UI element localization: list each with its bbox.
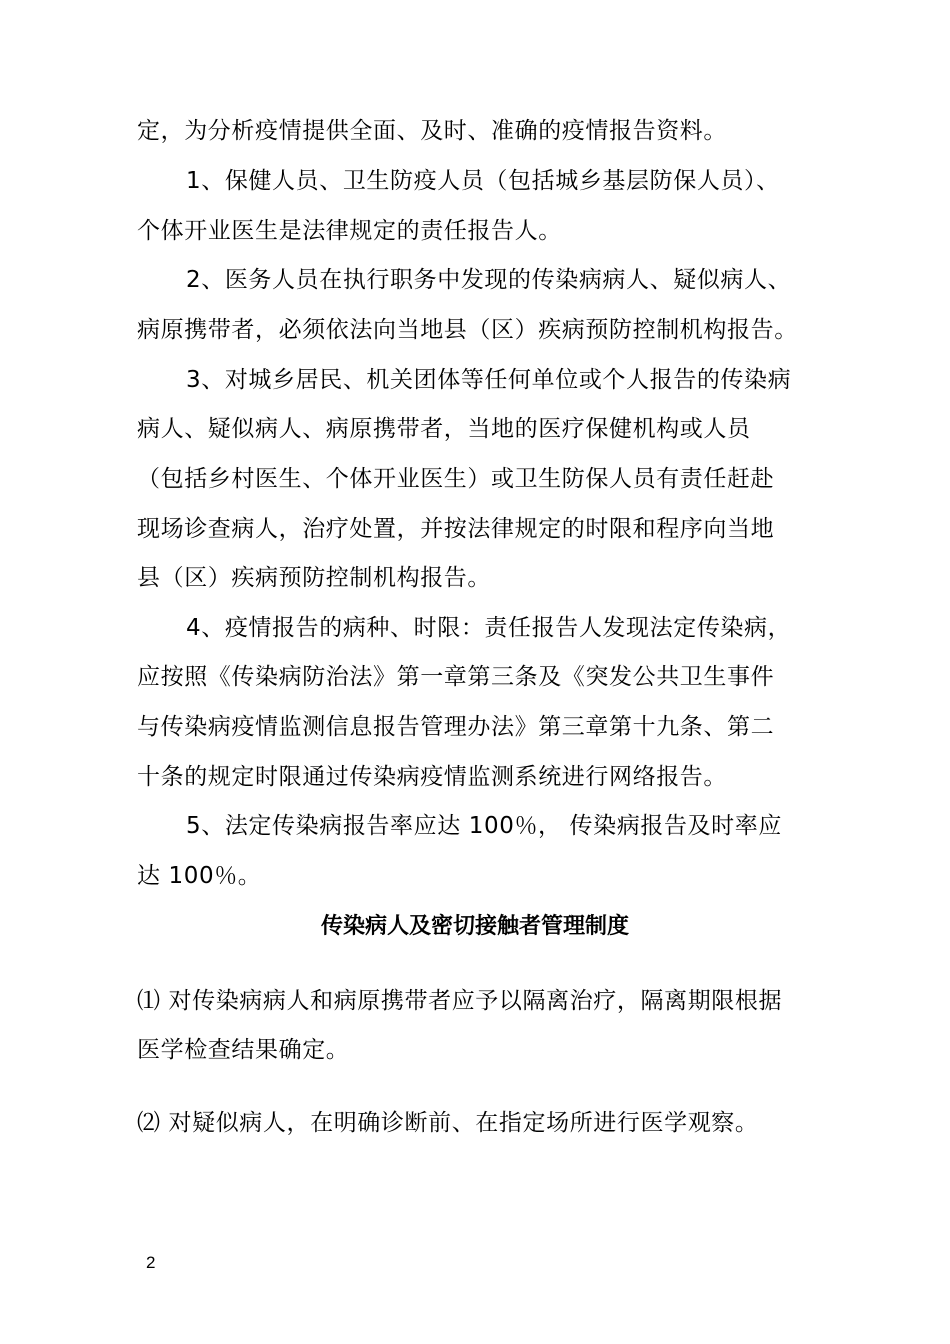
paragraph-line: 1、保健人员、卫生防疫人员（包括城乡基层防保人员）、	[186, 168, 780, 194]
paragraph-line: 病人、疑似病人、病原携带者，当地的医疗保健机构或人员	[137, 416, 751, 442]
paragraph-line: （包括乡村医生、个体开业医生）或卫生防保人员有责任赶赴	[137, 466, 775, 492]
paragraph-line: 县（区）疾病预防控制机构报告。	[137, 565, 491, 591]
paragraph-line: 个体开业医生是法律规定的责任报告人。	[137, 218, 562, 244]
paragraph-line: 4、疫情报告的病种、时限：责任报告人发现法定传染病，	[186, 615, 792, 641]
paragraph-line: 3、对城乡居民、机关团体等任何单位或个人报告的传染病	[186, 367, 792, 393]
paragraph-line: 定，为分析疫情提供全面、及时、准确的疫情报告资料。	[137, 118, 727, 144]
paragraph-line: 2、医务人员在执行职务中发现的传染病病人、疑似病人、	[186, 267, 792, 293]
paragraph-line: 5、法定传染病报告率应达 100％， 传染病报告及时率应	[186, 813, 782, 839]
list-item-line: 医学检查结果确定。	[137, 1037, 350, 1063]
paragraph-line: 十条的规定时限通过传染病疫情监测系统进行网络报告。	[137, 764, 727, 790]
paragraph-line: 达 100％。	[137, 863, 262, 889]
paragraph-line: 现场诊查病人，治疗处置，并按法律规定的时限和程序向当地	[137, 516, 775, 542]
section-title: 传染病人及密切接触者管理制度	[320, 914, 629, 939]
paragraph-line: 与传染病疫情监测信息报告管理办法》第三章第十九条、第二	[137, 714, 775, 740]
paragraph-line: 应按照《传染病防治法》第一章第三条及《突发公共卫生事件	[137, 664, 775, 690]
list-item-line: ⑵ 对疑似病人，在明确诊断前、在指定场所进行医学观察。	[137, 1110, 759, 1136]
paragraph-line: 病原携带者，必须依法向当地县（区）疾病预防控制机构报告。	[137, 317, 798, 343]
list-item-line: ⑴ 对传染病病人和病原携带者应予以隔离治疗，隔离期限根据	[137, 988, 783, 1014]
page-number: 2	[146, 1253, 156, 1272]
